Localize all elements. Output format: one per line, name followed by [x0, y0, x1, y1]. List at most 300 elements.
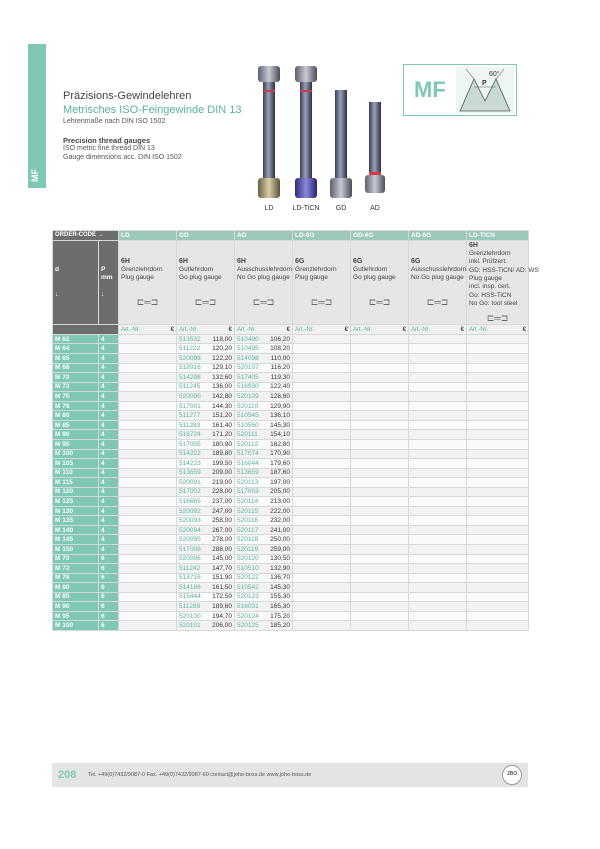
ld-6g-empty: [293, 439, 351, 449]
ld-ticn-empty: [467, 554, 529, 564]
thread-size: [53, 525, 99, 535]
table-row: [53, 506, 529, 516]
gd-article: [177, 439, 235, 449]
ad-6g-empty: [409, 459, 467, 469]
desc-extra: Plug gauge: [469, 274, 502, 282]
pitch: [99, 573, 119, 583]
ld-empty: [119, 401, 177, 411]
ld-6g-empty: [293, 373, 351, 383]
col-ld-6g: LD-6G: [293, 231, 351, 241]
pitch-value: 4: [101, 459, 105, 467]
ld-empty: [119, 478, 177, 488]
price-eur: 120,20: [212, 345, 233, 353]
ld-6g-empty: [293, 449, 351, 459]
gd-article: [177, 401, 235, 411]
gd-6g-empty: [351, 401, 409, 411]
ld-ticn-empty: [467, 382, 529, 392]
gd-6g-empty: [351, 602, 409, 612]
gd-article: [177, 449, 235, 459]
gd-6g-empty: [351, 334, 409, 344]
pitch-value: 6: [101, 593, 105, 601]
price-eur: 161,50: [212, 583, 233, 591]
table-row: [53, 430, 529, 440]
table-row: [53, 334, 529, 344]
gd-article: [177, 459, 235, 469]
gd-article-value: 518916: [179, 364, 201, 372]
thread-size-value: M 125: [55, 498, 74, 505]
pitch-value: 4: [101, 488, 105, 496]
ad-article: [235, 497, 293, 507]
ad-6g-empty: [409, 544, 467, 554]
price-eur: 154,10: [270, 431, 291, 439]
gd-6g-empty: [351, 506, 409, 516]
gd-6g-empty: [351, 573, 409, 583]
ld-ticn-empty: [467, 602, 529, 612]
table-row: [53, 544, 529, 554]
p-label: P: [101, 265, 106, 273]
desc-extra: GD: HSS-TiCN/ AD: WS: [469, 266, 539, 274]
price-eur: 232,00: [270, 517, 291, 525]
gd-article-value: 520096: [179, 555, 201, 563]
thread-size: [53, 449, 99, 459]
gd-article: [177, 344, 235, 354]
ld-6g-empty: [293, 411, 351, 421]
ad-6g-empty: [409, 602, 467, 612]
ld-empty: [119, 497, 177, 507]
pitch: [99, 468, 119, 478]
gd-article-value: 511222: [179, 345, 201, 353]
table-row: [53, 573, 529, 583]
ld-empty: [119, 354, 177, 364]
pitch-value: 4: [101, 373, 105, 381]
ad-6g-empty: [409, 468, 467, 478]
pitch-value: 4: [101, 335, 105, 343]
price-eur: 171,20: [212, 431, 233, 439]
price-eur: 170,90: [270, 450, 291, 458]
price-eur: 151,90: [212, 574, 233, 582]
pitch: [99, 401, 119, 411]
ad-article: [235, 592, 293, 602]
gd-article-value: 516724: [179, 431, 201, 439]
gd-article-value: 513659: [179, 469, 201, 477]
p-header: [99, 240, 119, 325]
thread-size: [53, 382, 99, 392]
thread-size-value: M 72: [55, 564, 70, 572]
gd-article-value: 514298: [179, 373, 201, 381]
tolerance: 6H: [237, 257, 246, 265]
thread-size-value: M 65: [55, 354, 70, 362]
gd-6g-empty: [351, 392, 409, 402]
thread-size-value: M 115: [55, 478, 73, 486]
order-code-header: [53, 231, 529, 241]
price-eur: 189,60: [212, 603, 233, 611]
table-row: [53, 354, 529, 364]
gd-6g-empty: [351, 497, 409, 507]
price-eur: 165,30: [270, 603, 291, 611]
gd-article-value: 520098: [179, 354, 201, 362]
ad-article-value: 520123: [237, 593, 259, 601]
gd-article: [177, 487, 235, 497]
gd-article-value: 517008: [179, 545, 201, 553]
eur-label: €: [460, 326, 465, 333]
gd-6g-empty: [351, 411, 409, 421]
table-row: [53, 554, 529, 564]
table-row: [53, 592, 529, 602]
ld-6g-empty: [293, 382, 351, 392]
english-dimensions: Gauge dimensions acc. DIN ISO 1502: [63, 154, 182, 161]
desc-de: Grenzlehrdorn: [121, 265, 163, 273]
eur-label: €: [522, 326, 527, 333]
table-row: [53, 468, 529, 478]
pitch: [99, 564, 119, 574]
ld-ticn-empty: [467, 478, 529, 488]
pitch: [99, 354, 119, 364]
price-eur: 219,00: [212, 478, 233, 486]
price-eur: 119,30: [270, 373, 291, 381]
ld-empty: [119, 602, 177, 612]
ld-empty: [119, 583, 177, 593]
art-header: [119, 325, 177, 335]
thread-size: [53, 344, 99, 354]
ad-article: [235, 564, 293, 574]
desc-de: Ausschusslehrdorn: [411, 265, 467, 273]
ad-6g-empty: [409, 478, 467, 488]
pitch-value: 4: [101, 392, 105, 400]
pitch: [99, 621, 119, 631]
gauge-label-ld: LD: [264, 205, 274, 212]
thread-size: [53, 439, 99, 449]
desc-en: inkl. Prüfzert.: [469, 258, 507, 266]
ad-article: [235, 583, 293, 593]
ld-6g-empty: [293, 516, 351, 526]
thread-size: [53, 497, 99, 507]
gd-article: [177, 382, 235, 392]
ld-empty: [119, 592, 177, 602]
ad-article: [235, 439, 293, 449]
ad-6g-empty: [409, 592, 467, 602]
gd-article-value: 520090: [179, 392, 201, 400]
ld-ticn-empty: [467, 459, 529, 469]
thread-size-value: M 70: [55, 555, 70, 563]
tolerance: 6H: [179, 257, 188, 265]
art-header: [293, 325, 351, 335]
pitch: [99, 459, 119, 469]
price-eur: 197,00: [270, 478, 291, 486]
ld-empty: [119, 382, 177, 392]
price-eur: 259,00: [270, 545, 291, 553]
table-row: [53, 344, 529, 354]
price-eur: 118,00: [212, 335, 233, 343]
thread-profile-diagram: [456, 67, 514, 113]
ad-6g-empty: [409, 411, 467, 421]
ld-ticn-empty: [467, 506, 529, 516]
price-eur: 147,70: [212, 564, 233, 572]
ad-article-value: 520115: [237, 507, 259, 515]
desc-extra: incl. insp. cert.: [469, 283, 511, 291]
gd-article-value: 520093: [179, 517, 201, 525]
art-header: [235, 325, 293, 335]
desc-en: Go plug gauge: [179, 274, 222, 282]
ad-article-value: 520119: [237, 545, 259, 553]
ld-6g-empty: [293, 459, 351, 469]
ld-empty: [119, 468, 177, 478]
col-ad-6g: AD-6G: [409, 231, 467, 241]
table-row: [53, 621, 529, 631]
ad-article-value: 520125: [237, 622, 259, 630]
thread-size-value: M 150: [55, 545, 74, 553]
ld-6g-empty: [293, 478, 351, 488]
gd-6g-empty: [351, 487, 409, 497]
thread-size-value: M 90: [55, 431, 70, 439]
ad-6g-empty: [409, 363, 467, 373]
ld-ticn-empty: [467, 544, 529, 554]
ld-empty: [119, 449, 177, 459]
table-row: [53, 411, 529, 421]
table-row: [53, 449, 529, 459]
eur-label: €: [170, 326, 175, 333]
ld-ticn-empty: [467, 468, 529, 478]
table-body: [53, 334, 529, 630]
gd-6g-empty: [351, 363, 409, 373]
ld-ticn-empty: [467, 592, 529, 602]
tolerance: 6H: [469, 241, 478, 249]
pitch: [99, 439, 119, 449]
pitch-value: 6: [101, 574, 105, 582]
thread-size: [53, 487, 99, 497]
d-header: [53, 240, 99, 325]
gd-6g-empty: [351, 420, 409, 430]
ld-ticn-empty: [467, 525, 529, 535]
thread-size: [53, 392, 99, 402]
table-row: [53, 583, 529, 593]
thread-size: [53, 516, 99, 526]
thread-size: [53, 363, 99, 373]
thread-size: [53, 554, 99, 564]
price-eur: 145,00: [212, 555, 233, 563]
ld-6g-empty: [293, 420, 351, 430]
thread-size-value: M 95: [55, 440, 70, 448]
art-label: Art.-Nr.: [411, 326, 431, 333]
table-row: [53, 459, 529, 469]
ad-6g-empty: [409, 430, 467, 440]
thread-size-value: M 85: [55, 421, 70, 429]
pitch-value: 4: [101, 402, 105, 410]
ad-article: [235, 535, 293, 545]
pitch-value: 4: [101, 364, 105, 372]
thread-size: [53, 459, 99, 469]
ad-article: [235, 506, 293, 516]
plug-gauge-icon: ⊏═⊐: [194, 296, 217, 307]
pitch: [99, 535, 119, 545]
pitch-value: 4: [101, 431, 105, 439]
gauge-table: [52, 230, 539, 631]
gd-6g-empty: [351, 430, 409, 440]
ad-article: [235, 602, 293, 612]
pitch: [99, 411, 119, 421]
pitch-value: 6: [101, 555, 105, 563]
article-header-blank: [53, 325, 119, 335]
price-eur: 222,00: [270, 507, 291, 515]
price-eur: 205,00: [270, 488, 291, 496]
ad-6g-empty: [409, 354, 467, 364]
thread-size-value: M 95: [55, 612, 70, 620]
desc-en: No Go plug gauge: [237, 274, 290, 282]
gd-article: [177, 497, 235, 507]
ad-article-value: 520116: [237, 517, 259, 525]
badge-label: MF: [414, 77, 446, 102]
ld-ticn-empty: [467, 334, 529, 344]
price-eur: 155,30: [270, 593, 291, 601]
table-row: [53, 525, 529, 535]
thread-size-value: M 110: [55, 469, 73, 477]
ad-article: [235, 354, 293, 364]
ad-article: [235, 516, 293, 526]
table-row: [53, 392, 529, 402]
section-tab-label: MF: [30, 169, 40, 182]
ld-6g-empty: [293, 544, 351, 554]
ad-article: [235, 544, 293, 554]
price-eur: 145,30: [270, 583, 291, 591]
ld-empty: [119, 373, 177, 383]
art-label: Art.-Nr.: [353, 326, 373, 333]
thread-size-value: M 120: [55, 488, 74, 496]
thread-size: [53, 564, 99, 574]
ad-6g-empty: [409, 516, 467, 526]
ld-ticn-empty: [467, 401, 529, 411]
desc-ld: [119, 240, 177, 325]
gd-6g-empty: [351, 516, 409, 526]
page-footer: [52, 763, 528, 787]
ad-article-value: 520111: [237, 431, 258, 439]
gd-article: [177, 430, 235, 440]
thread-size-value: M 64: [55, 345, 70, 353]
pitch: [99, 478, 119, 488]
ld-empty: [119, 611, 177, 621]
eur-label: €: [402, 326, 407, 333]
ld-6g-empty: [293, 564, 351, 574]
ld-6g-empty: [293, 334, 351, 344]
ld-ticn-empty: [467, 621, 529, 631]
price-eur: 129,10: [212, 364, 233, 372]
thread-size: [53, 535, 99, 545]
pitch: [99, 516, 119, 526]
ld-6g-empty: [293, 363, 351, 373]
gd-article-value: 517001: [179, 402, 201, 410]
thread-size-value: M 140: [55, 526, 74, 534]
ad-6g-empty: [409, 535, 467, 545]
ld-empty: [119, 516, 177, 526]
ld-ticn-empty: [467, 363, 529, 373]
table-row: [53, 611, 529, 621]
ld-ticn-empty: [467, 420, 529, 430]
ad-article: [235, 525, 293, 535]
pitch-label: P: [482, 80, 487, 87]
pitch-value: 6: [101, 583, 105, 591]
ld-6g-empty: [293, 525, 351, 535]
pitch: [99, 420, 119, 430]
gauge-label-gd: GD: [335, 205, 347, 212]
ld-empty: [119, 535, 177, 545]
price-eur: 106,20: [270, 335, 291, 343]
gd-article: [177, 411, 235, 421]
d-label: d: [55, 265, 59, 273]
thread-size: [53, 621, 99, 631]
thread-size: [53, 430, 99, 440]
thread-size-value: M 145: [55, 536, 74, 544]
thread-size-value: M 135: [55, 517, 74, 525]
gd-6g-empty: [351, 382, 409, 392]
thread-profile-icon: [456, 67, 514, 113]
price-eur: 144,30: [212, 402, 233, 410]
price-eur: 288,00: [212, 545, 233, 553]
pitch: [99, 525, 119, 535]
col-ld-ticn: LD-TiCN: [467, 231, 529, 241]
thread-size-value: M 76: [55, 574, 70, 582]
description-row: [53, 240, 529, 325]
ad-6g-empty: [409, 554, 467, 564]
pitch-value: 4: [101, 498, 105, 505]
thread-size: [53, 334, 99, 344]
ad-article: [235, 487, 293, 497]
price-eur: 187,60: [270, 469, 291, 477]
contact-info: Tel. +49(0)7432/9087-0 Fax. +49(0)7432/9087-60 contact@joho-boss.de www.joho-boss.de: [88, 772, 312, 778]
ld-ticn-empty: [467, 411, 529, 421]
tolerance: 6G: [295, 257, 305, 265]
thread-size: [53, 611, 99, 621]
ld-ticn-empty: [467, 487, 529, 497]
ad-6g-empty: [409, 525, 467, 535]
gd-6g-empty: [351, 373, 409, 383]
pitch-value: 4: [101, 440, 105, 448]
company-logo: JBO: [502, 765, 522, 785]
thread-size: [53, 573, 99, 583]
p-arrow: ↓: [101, 290, 105, 298]
price-eur: 199,50: [212, 459, 233, 467]
d-arrow: ↓: [55, 290, 59, 298]
ld-ticn-empty: [467, 564, 529, 574]
ld-ticn-empty: [467, 583, 529, 593]
price-eur: 267,00: [212, 526, 233, 534]
price-eur: 128,60: [270, 392, 291, 400]
gd-6g-empty: [351, 478, 409, 488]
pitch: [99, 602, 119, 612]
ad-article-value: 520118: [237, 536, 259, 544]
pitch-value: 4: [101, 354, 105, 362]
ld-empty: [119, 573, 177, 583]
page-title: Präzisions-Gewindelehren: [63, 90, 192, 102]
gd-article: [177, 373, 235, 383]
article-header-row: [53, 325, 529, 335]
art-label: Art.-Nr.: [295, 326, 315, 333]
desc-de: Grenzlehrdorn: [469, 249, 511, 257]
plug-gauge-icon: ⊏═⊐: [486, 312, 509, 323]
desc-en: Plug gauge: [121, 274, 154, 282]
pitch: [99, 554, 119, 564]
ad-article: [235, 459, 293, 469]
gauges-illustration: [248, 62, 408, 202]
ad-6g-empty: [409, 611, 467, 621]
ld-ticn-empty: [467, 439, 529, 449]
ad-article-value: 520124: [237, 612, 259, 620]
price-eur: 228,00: [212, 488, 233, 496]
ad-article-value: 516031: [237, 603, 259, 611]
gauge-label-ad: AD: [370, 205, 380, 212]
ld-ticn-empty: [467, 449, 529, 459]
ad-article-value: 520117: [237, 526, 259, 534]
pitch-value: 4: [101, 478, 105, 486]
thread-size-value: M 130: [55, 507, 74, 515]
tolerance: 6G: [411, 257, 421, 265]
